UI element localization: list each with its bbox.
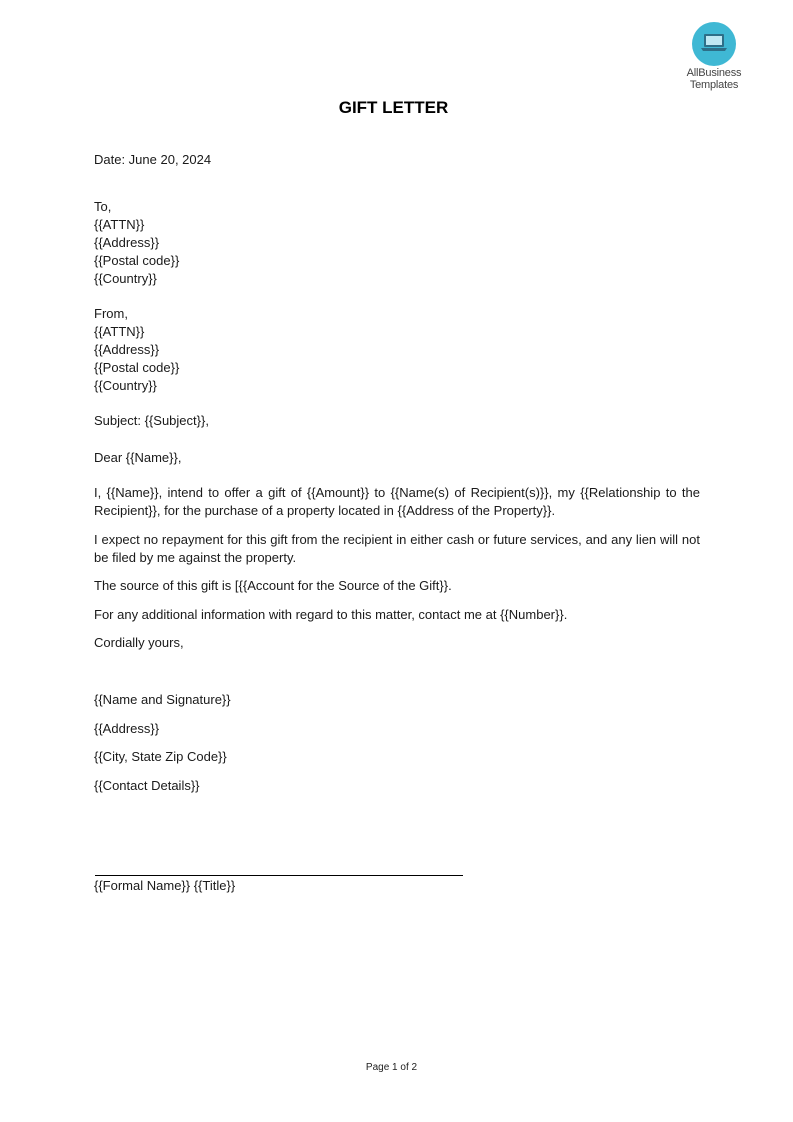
signature-rule (95, 875, 463, 876)
signature-name: {{Name and Signature}} (94, 692, 231, 707)
logo-line-1: AllBusiness (686, 67, 742, 79)
recipient-address-block (94, 198, 700, 288)
document-title: GIFT LETTER (338, 98, 449, 117)
subject-line: Subject: {{Subject}}, (94, 413, 209, 428)
logo-line-2: Templates (689, 79, 739, 91)
formal-name-block (94, 877, 700, 895)
from-label: From, (94, 306, 128, 321)
brand-logo (676, 22, 752, 91)
signature-contact-block (94, 777, 700, 795)
closing-line: Cordially yours, (94, 635, 184, 650)
signature-name-block (94, 691, 700, 709)
to-postal: {{Postal code}} (94, 253, 180, 268)
date-line: Date: June 20, 2024 (94, 152, 212, 167)
sender-address-block (94, 305, 700, 395)
closing-block (94, 634, 700, 652)
to-address: {{Address}} (94, 235, 160, 250)
salutation-block (94, 449, 700, 467)
laptop-icon (700, 32, 728, 54)
paragraph-text: For any additional information with regard to this matter, contact me at {{Number}}. (94, 607, 568, 622)
date-block (94, 151, 700, 169)
paragraph-1 (94, 484, 700, 520)
paragraph-3 (94, 577, 700, 595)
formal-name-line: {{Formal Name}} {{Title}} (94, 878, 236, 893)
page-footer: Page 1 of 2 (365, 1062, 418, 1073)
paragraph-2 (94, 531, 700, 567)
from-country: {{Country}} (94, 378, 157, 393)
signature-city-block (94, 748, 700, 766)
to-label: To, (94, 199, 112, 214)
salutation: Dear {{Name}}, (94, 450, 182, 465)
paragraph-text: The source of this gift is [{{Account for the Source of the Gift}}. (94, 578, 452, 593)
signature-address: {{Address}} (94, 721, 160, 736)
to-attn: {{ATTN}} (94, 217, 145, 232)
paragraph-4 (94, 606, 700, 624)
signature-address-block (94, 720, 700, 738)
logo-badge (692, 22, 736, 66)
from-address: {{Address}} (94, 342, 160, 357)
signature-contact: {{Contact Details}} (94, 778, 200, 793)
signature-city: {{City, State Zip Code}} (94, 749, 227, 764)
subject-block (94, 412, 700, 430)
from-attn: {{ATTN}} (94, 324, 145, 339)
logo-wordmark (676, 67, 752, 91)
paragraph-text: I, {{Name}}, intend to offer a gift of {{Amount}} to {{Name(s) of Recipient(s)}}, my {{Relationship to the Recipient}}, for the purchase of a property located in {{Address of the Property}}. (94, 485, 700, 518)
paragraph-text: I expect no repayment for this gift from the recipient in either cash or future services, and any lien will not be filed by me against the property. (94, 532, 700, 565)
to-country: {{Country}} (94, 271, 157, 286)
from-postal: {{Postal code}} (94, 360, 180, 375)
